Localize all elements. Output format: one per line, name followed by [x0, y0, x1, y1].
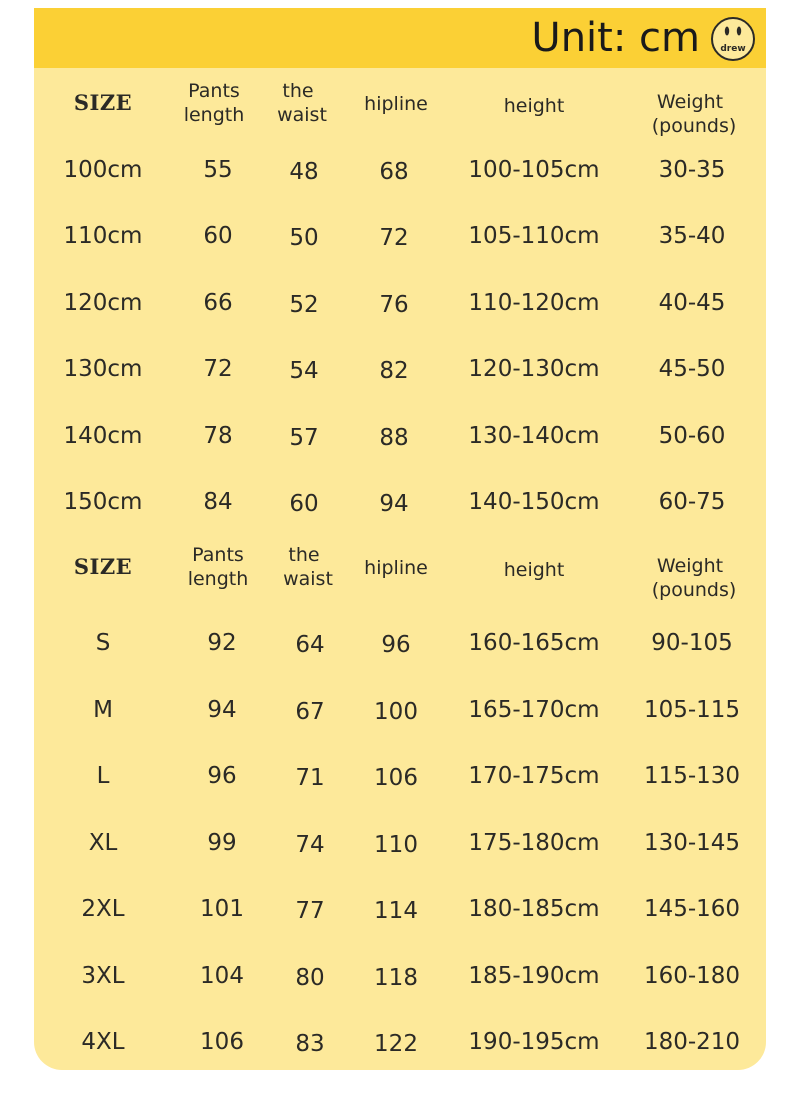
height-cell: 170-175cm — [468, 763, 600, 789]
pants-length-header-line2: length — [187, 568, 249, 590]
pants-length-header-line2: length — [183, 104, 245, 126]
hipline-cell: 114 — [374, 898, 418, 924]
weight-header-line2: (pounds) — [651, 579, 737, 601]
hipline-cell: 100 — [374, 698, 418, 725]
waist-cell: 54 — [289, 358, 319, 385]
size-cell: 100cm — [63, 157, 143, 183]
smiley-logo-icon — [710, 16, 756, 62]
hipline-cell: 110 — [374, 831, 418, 858]
hipline-header: hipline — [364, 93, 428, 115]
weight-header-line1: Weight — [656, 555, 724, 577]
waist-cell: 77 — [295, 898, 325, 924]
weight-cell: 60-75 — [658, 489, 726, 515]
waist-header-line2: waist — [277, 104, 327, 126]
size-cell: M — [93, 696, 113, 723]
unit-label: Unit: cm — [531, 15, 700, 61]
waist-cell: 74 — [295, 831, 325, 858]
height-cell: 120-130cm — [468, 356, 600, 383]
pants-length-cell: 106 — [200, 1029, 244, 1055]
pants-length-header-line1: Pants — [192, 544, 244, 566]
size-column-header: SIZE — [73, 554, 133, 579]
height-header: height — [503, 95, 565, 117]
weight-cell: 180-210 — [643, 1029, 741, 1055]
hipline-cell: 106 — [374, 765, 418, 791]
height-cell: 175-180cm — [468, 829, 600, 856]
pants-length-cell: 99 — [207, 829, 237, 856]
title-bar — [34, 8, 766, 68]
size-cell: 3XL — [81, 962, 125, 989]
hipline-cell: 96 — [381, 632, 411, 658]
hipline-cell: 76 — [379, 291, 409, 318]
weight-cell: 115-130 — [643, 763, 741, 789]
hipline-cell: 94 — [379, 491, 409, 517]
height-cell: 180-185cm — [468, 896, 600, 922]
height-cell: 185-190cm — [468, 962, 600, 989]
pants-length-cell: 55 — [203, 157, 233, 183]
size-cell: L — [96, 763, 110, 789]
weight-cell: 145-160 — [643, 896, 741, 922]
height-cell: 110-120cm — [468, 289, 600, 316]
size-cell: S — [95, 630, 111, 656]
weight-cell: 45-50 — [658, 356, 726, 383]
weight-cell: 105-115 — [643, 696, 741, 723]
waist-cell: 60 — [289, 491, 319, 517]
weight-cell: 130-145 — [643, 829, 741, 856]
height-cell: 100-105cm — [468, 157, 600, 183]
pants-length-header-line1: Pants — [188, 80, 240, 102]
waist-header-line1: the — [282, 80, 314, 102]
weight-header-line1: Weight — [656, 91, 724, 113]
size-cell: 120cm — [63, 289, 143, 316]
waist-header-line1: the — [288, 544, 320, 566]
waist-cell: 83 — [295, 1031, 325, 1057]
waist-header-line2: waist — [283, 568, 333, 590]
size-cell: 2XL — [81, 896, 125, 922]
size-cell: 130cm — [63, 356, 143, 383]
height-cell: 105-110cm — [468, 223, 600, 250]
size-column-header: SIZE — [73, 90, 133, 115]
hipline-header: hipline — [364, 557, 428, 579]
weight-cell: 90-105 — [651, 630, 733, 656]
hipline-cell: 68 — [379, 159, 409, 185]
weight-cell: 35-40 — [658, 223, 726, 250]
pants-length-cell: 104 — [200, 962, 244, 989]
height-cell: 160-165cm — [468, 630, 600, 656]
waist-cell: 48 — [289, 159, 319, 185]
waist-cell: 52 — [289, 291, 319, 318]
height-cell: 130-140cm — [468, 422, 600, 449]
pants-length-cell: 84 — [203, 489, 233, 515]
pants-length-cell: 78 — [203, 422, 233, 449]
waist-cell: 57 — [289, 424, 319, 451]
height-cell: 190-195cm — [468, 1029, 600, 1055]
size-cell: 150cm — [63, 489, 143, 515]
weight-cell: 50-60 — [658, 422, 726, 449]
waist-cell: 50 — [289, 225, 319, 252]
size-cell: 140cm — [63, 422, 143, 449]
hipline-cell: 118 — [374, 964, 418, 991]
weight-cell: 30-35 — [658, 157, 726, 183]
pants-length-cell: 101 — [200, 896, 244, 922]
weight-header-line2: (pounds) — [651, 115, 737, 137]
pants-length-cell: 60 — [203, 223, 233, 250]
size-cell: 110cm — [63, 223, 143, 250]
weight-cell: 160-180 — [643, 962, 741, 989]
hipline-cell: 82 — [379, 358, 409, 385]
pants-length-cell: 92 — [207, 630, 237, 656]
pants-length-cell: 96 — [207, 763, 237, 789]
waist-cell: 80 — [295, 964, 325, 991]
hipline-cell: 122 — [374, 1031, 418, 1057]
logo-text: drew — [720, 44, 746, 54]
waist-cell: 71 — [295, 765, 325, 791]
size-cell: XL — [88, 829, 118, 856]
height-cell: 140-150cm — [468, 489, 600, 515]
waist-cell: 64 — [295, 632, 325, 658]
height-header: height — [503, 559, 565, 581]
size-cell: 4XL — [81, 1029, 125, 1055]
hipline-cell: 88 — [379, 424, 409, 451]
pants-length-cell: 66 — [203, 289, 233, 316]
hipline-cell: 72 — [379, 225, 409, 252]
height-cell: 165-170cm — [468, 696, 600, 723]
pants-length-cell: 94 — [207, 696, 237, 723]
waist-cell: 67 — [295, 698, 325, 725]
weight-cell: 40-45 — [658, 289, 726, 316]
pants-length-cell: 72 — [203, 356, 233, 383]
